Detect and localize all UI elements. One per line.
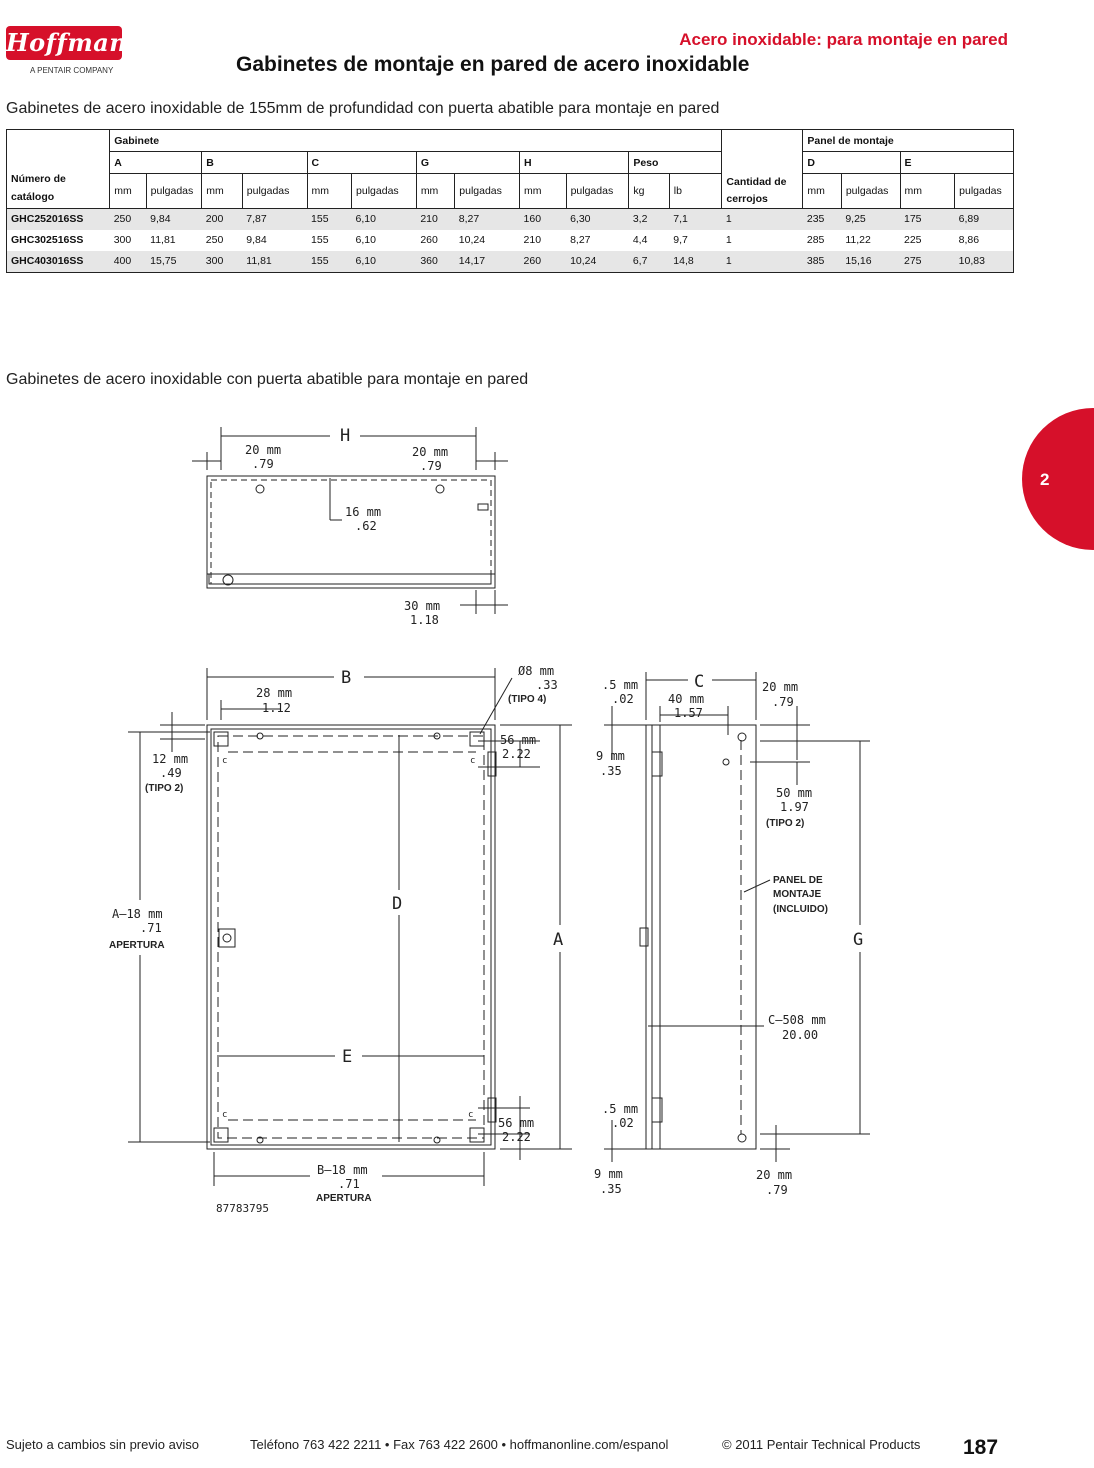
label-9b-in: .35 xyxy=(600,1182,622,1196)
unit-cell: mm xyxy=(202,174,242,209)
footer-disclaimer: Sujeto a cambios sin previo aviso xyxy=(6,1437,199,1452)
group-gabinete-header: Gabinete xyxy=(110,130,722,152)
label-diam-mm: Ø8 mm xyxy=(518,664,555,678)
corner-mark: c xyxy=(222,1110,228,1120)
hole xyxy=(738,733,746,741)
label-top-left-mm: 20 mm xyxy=(245,443,282,457)
label-05a-in: .02 xyxy=(612,692,634,706)
label-50-in: 1.97 xyxy=(780,800,809,814)
label-20a-in: .79 xyxy=(772,695,794,709)
label-05b-mm: .5 mm xyxy=(602,1102,639,1116)
corner-hole xyxy=(214,732,228,746)
unit-cell: mm xyxy=(803,174,841,209)
leader-panel xyxy=(744,880,770,892)
corner-mark: c xyxy=(222,756,228,766)
label-28-mm: 28 mm xyxy=(256,686,293,700)
label-40-mm: 40 mm xyxy=(668,692,705,706)
label-c508-in: 20.00 xyxy=(782,1028,819,1042)
label-b18-in: .71 xyxy=(338,1177,360,1191)
group-panel-header: Panel de montaje xyxy=(803,130,1014,152)
top-hinge-strip xyxy=(209,574,491,584)
drawing-lines xyxy=(128,427,870,1186)
label-12-in: .49 xyxy=(160,766,182,780)
label-top-left-in: .79 xyxy=(252,457,274,471)
label-30-in: 1.18 xyxy=(410,613,439,627)
label-apertura-2: APERTURA xyxy=(316,1193,372,1204)
col-d-header: D xyxy=(803,152,900,174)
col-b-header: B xyxy=(202,152,307,174)
label-h: H xyxy=(340,426,351,446)
label-56b-in: 2.22 xyxy=(502,1130,531,1144)
front-opening xyxy=(218,736,484,1138)
label-e: E xyxy=(342,1047,353,1067)
front-view-outline xyxy=(207,725,495,1149)
label-g: G xyxy=(853,930,864,950)
label-top-right-in: .79 xyxy=(420,459,442,473)
door-latch-knob xyxy=(223,934,231,942)
chapter-tab-number: 2 xyxy=(1040,470,1050,489)
label-top-right-mm: 20 mm xyxy=(412,445,449,459)
label-apertura-1: APERTURA xyxy=(109,940,165,951)
col-c-header: C xyxy=(307,152,416,174)
table-heading: Gabinetes de acero inoxidable de 155mm de profundidad con puerta abatible para montaje en pared xyxy=(6,100,720,117)
label-12-mm: 12 mm xyxy=(152,752,189,766)
corner-hole xyxy=(470,1128,484,1142)
unit-cell: pulgadas xyxy=(352,174,417,209)
col-g-header: G xyxy=(416,152,519,174)
label-b18-mm: B–18 mm xyxy=(317,1163,368,1177)
label-56a-mm: 56 mm xyxy=(500,733,537,747)
hole xyxy=(723,759,729,765)
table-row: GHC302516SS 300 11,81 250 9,84 155 6,10 260 10,24 210 8,27 4,4 9,7 1 285 11,22 225 8,86 xyxy=(7,230,1014,251)
unit-cell: lb xyxy=(669,174,722,209)
label-50-mm: 50 mm xyxy=(776,786,813,800)
col-cerrojos-header: Cantidad de cerrojos xyxy=(722,174,803,209)
label-30-mm: 30 mm xyxy=(404,599,441,613)
label-16-mm: 16 mm xyxy=(345,505,382,519)
label-diam-in: .33 xyxy=(536,678,558,692)
hole xyxy=(738,1134,746,1142)
label-05b-in: .02 xyxy=(612,1116,634,1130)
footer-contact: Teléfono 763 422 2211 • Fax 763 422 2600 • hoffmanonline.com/espanol xyxy=(250,1437,669,1452)
drawing-labels xyxy=(109,426,863,1215)
unit-cell: mm xyxy=(900,174,955,209)
unit-cell: mm xyxy=(416,174,454,209)
label-56a-in: 2.22 xyxy=(502,747,531,761)
table-row: GHC252016SS 250 9,84 200 7,87 155 6,10 210 8,27 160 6,30 3,2 7,1 1 235 9,25 175 6,89 xyxy=(7,208,1014,230)
door-latch xyxy=(219,929,235,947)
col-peso-header: Peso xyxy=(629,152,722,174)
label-20b-mm: 20 mm xyxy=(756,1168,793,1182)
label-40-in: 1.57 xyxy=(674,706,703,720)
label-20b-in: .79 xyxy=(766,1183,788,1197)
footer-copyright: © 2011 Pentair Technical Products xyxy=(722,1437,921,1452)
label-9a-mm: 9 mm xyxy=(596,749,625,763)
top-view-outline xyxy=(207,476,495,588)
unit-cell: mm xyxy=(520,174,567,209)
unit-cell: pulgadas xyxy=(242,174,307,209)
label-tipo2a: (TIPO 2) xyxy=(145,783,184,794)
table-row: GHC403016SS 400 15,75 300 11,81 155 6,10 360 14,17 260 10,24 6,7 14,8 1 385 15,16 275 10,83 xyxy=(7,251,1014,273)
corner-hole xyxy=(214,1128,228,1142)
label-c: C xyxy=(694,672,705,692)
label-56b-mm: 56 mm xyxy=(498,1116,535,1130)
label-a: A xyxy=(553,930,564,950)
corner-mark: c xyxy=(468,1110,474,1120)
label-9a-in: .35 xyxy=(600,764,622,778)
unit-cell: pulgadas xyxy=(146,174,202,209)
label-28-in: 1.12 xyxy=(262,701,291,715)
label-panel-2: MONTAJE xyxy=(773,889,822,900)
label-b: B xyxy=(341,668,352,688)
label-a18-in: .71 xyxy=(140,921,162,935)
col-h-header: H xyxy=(520,152,629,174)
corner-hole xyxy=(470,732,484,746)
col-catalog-header: Número de catálogo xyxy=(7,130,110,209)
side-latch xyxy=(640,928,648,946)
logo-wordmark: Hoffman® xyxy=(6,26,122,60)
label-20a-mm: 20 mm xyxy=(762,680,799,694)
unit-cell: pulgadas xyxy=(841,174,900,209)
drawing-number: 87783795 xyxy=(216,1202,269,1215)
label-panel-3: (INCLUIDO) xyxy=(773,904,828,915)
label-9b-mm: 9 mm xyxy=(594,1167,623,1181)
hole xyxy=(436,485,444,493)
latch-side xyxy=(478,504,488,510)
front-view-inner xyxy=(211,729,491,1145)
label-d: D xyxy=(392,894,403,914)
col-a-header: A xyxy=(110,152,202,174)
unit-cell: mm xyxy=(110,174,146,209)
unit-cell: pulgadas xyxy=(566,174,629,209)
logo-subtitle: A PENTAIR COMPANY xyxy=(30,66,114,75)
label-tipo2b: (TIPO 2) xyxy=(766,818,805,829)
drawing-heading: Gabinetes de acero inoxidable con puerta abatible para montaje en pared xyxy=(6,371,529,388)
label-panel-1: PANEL DE xyxy=(773,875,823,886)
leader-diam xyxy=(480,678,512,734)
unit-cell: kg xyxy=(629,174,669,209)
section-label: Acero inoxidable: para montaje en pared xyxy=(679,30,1008,49)
col-e-header: E xyxy=(900,152,1014,174)
label-c508-mm: C–508 mm xyxy=(768,1013,826,1027)
label-16-in: .62 xyxy=(355,519,377,533)
unit-cell: pulgadas xyxy=(955,174,1014,209)
label-05a-mm: .5 mm xyxy=(602,678,639,692)
page-title: Gabinetes de montaje en pared de acero inoxidable xyxy=(236,53,750,76)
page-number: 187 xyxy=(963,1436,999,1459)
label-a18-mm: A–18 mm xyxy=(112,907,163,921)
unit-cell: pulgadas xyxy=(455,174,520,209)
label-tipo4: (TIPO 4) xyxy=(508,694,547,705)
hole xyxy=(256,485,264,493)
corner-mark: c xyxy=(470,756,476,766)
unit-cell: mm xyxy=(307,174,352,209)
side-view-outline xyxy=(646,725,756,1149)
top-view-inner xyxy=(211,480,491,584)
